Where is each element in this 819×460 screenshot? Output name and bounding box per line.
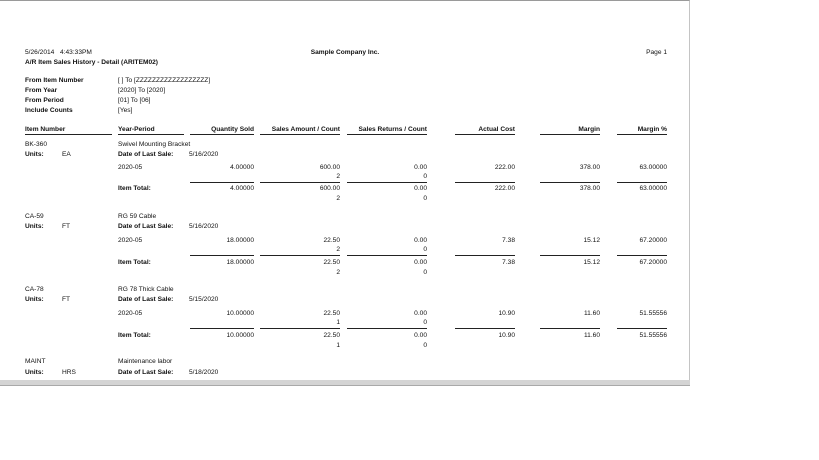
total-rule	[260, 182, 340, 183]
total-margin-pct: 67.20000	[639, 259, 667, 266]
page-number: Page 1	[646, 49, 667, 56]
total-margin: 15.12	[583, 259, 600, 266]
col-header-item-number: Item Number	[25, 126, 66, 133]
criteria-value: [Yes]	[118, 107, 133, 114]
company-name: Sample Company Inc.	[310, 49, 380, 56]
item-total-label: Item Total:	[118, 259, 151, 266]
units-label: Units:	[25, 369, 44, 376]
detail-sales: 600.00	[319, 164, 340, 171]
detail-qty: 18.00000	[226, 237, 254, 244]
total-rule	[617, 255, 667, 256]
detail-period: 2020-05	[118, 310, 143, 317]
col-underline	[347, 134, 427, 135]
col-header-actual-cost: Actual Cost	[478, 126, 515, 133]
last-sale-label: Date of Last Sale:	[118, 223, 174, 230]
detail-qty: 10.00000	[226, 310, 254, 317]
total-rule	[260, 328, 340, 329]
units-value: EA	[62, 151, 71, 158]
units-label: Units:	[25, 296, 44, 303]
total-margin: 378.00	[579, 185, 600, 192]
criteria-value: [01] To [06]	[118, 97, 151, 104]
col-underline	[617, 134, 667, 135]
printed-time: 4:43:33PM	[60, 49, 92, 56]
last-sale-date: 5/16/2020	[189, 223, 219, 230]
total-rule	[347, 255, 427, 256]
col-underline	[455, 134, 515, 135]
total-qty: 4.00000	[230, 185, 254, 192]
detail-cost: 7.38	[502, 237, 515, 244]
criteria-label: Include Counts	[25, 107, 73, 114]
total-qty: 10.00000	[226, 332, 254, 339]
detail-sales-count: 2	[336, 173, 340, 180]
total-rule	[190, 328, 254, 329]
units-value: FT	[62, 296, 71, 303]
total-qty: 18.00000	[226, 259, 254, 266]
units-value: FT	[62, 223, 71, 230]
col-underline	[118, 134, 184, 135]
total-rule	[540, 255, 600, 256]
total-rule	[455, 255, 515, 256]
total-margin-pct: 51.55556	[639, 332, 667, 339]
last-sale-date: 5/15/2020	[189, 296, 219, 303]
detail-sales-count: 2	[336, 246, 340, 253]
total-rule	[455, 328, 515, 329]
item-number: BK-360	[25, 141, 47, 148]
detail-margin: 378.00	[579, 164, 600, 171]
total-margin: 11.60	[583, 332, 600, 339]
item-number: CA-59	[25, 213, 44, 220]
last-sale-date: 5/16/2020	[189, 151, 219, 158]
item-total-label: Item Total:	[118, 332, 151, 339]
detail-returns-count: 0	[423, 319, 427, 326]
col-header-year-period: Year-Period	[118, 126, 155, 133]
total-sales: 22.50	[323, 259, 340, 266]
criteria-label: From Year	[25, 87, 58, 94]
detail-margin: 11.60	[583, 310, 600, 317]
item-number: CA-78	[25, 286, 44, 293]
units-label: Units:	[25, 223, 44, 230]
detail-returns: 0.00	[414, 310, 427, 317]
detail-sales: 22.50	[323, 237, 340, 244]
detail-period: 2020-05	[118, 237, 143, 244]
detail-cost: 10.90	[498, 310, 515, 317]
criteria-label: From Item Number	[25, 77, 84, 84]
total-rule	[617, 182, 667, 183]
detail-sales-count: 1	[336, 319, 340, 326]
total-cost: 10.90	[498, 332, 515, 339]
total-rule	[540, 182, 600, 183]
total-returns-count: 0	[423, 269, 427, 276]
detail-margin-pct: 67.20000	[639, 237, 667, 244]
col-header-margin-pct: Margin %	[637, 126, 667, 133]
last-sale-label: Date of Last Sale:	[118, 296, 174, 303]
item-total-label: Item Total:	[118, 185, 151, 192]
criteria-label: From Period	[25, 97, 64, 104]
item-description: Maintenance labor	[118, 358, 173, 365]
total-returns: 0.00	[414, 185, 427, 192]
total-sales-count: 1	[336, 342, 340, 349]
total-returns-count: 0	[423, 342, 427, 349]
total-returns: 0.00	[414, 332, 427, 339]
col-header-sales-amount: Sales Amount / Count	[271, 126, 340, 133]
total-returns-count: 0	[423, 195, 427, 202]
total-cost: 7.38	[502, 259, 515, 266]
col-underline	[540, 134, 600, 135]
col-underline	[25, 134, 112, 135]
detail-returns: 0.00	[414, 164, 427, 171]
col-underline	[260, 134, 340, 135]
item-description: RG 78 Thick Cable	[118, 286, 174, 293]
detail-margin-pct: 51.55556	[639, 310, 667, 317]
total-sales: 22.50	[323, 332, 340, 339]
total-rule	[260, 255, 340, 256]
total-rule	[190, 255, 254, 256]
detail-sales: 22.50	[323, 310, 340, 317]
total-returns: 0.00	[414, 259, 427, 266]
total-rule	[347, 328, 427, 329]
total-sales-count: 2	[336, 195, 340, 202]
units-value: HRS	[62, 369, 76, 376]
detail-returns-count: 0	[423, 246, 427, 253]
printed-date: 5/26/2014	[25, 49, 55, 56]
criteria-value: [ ] To [ZZZZZZZZZZZZZZZZZZ]	[118, 77, 211, 84]
col-underline	[190, 134, 254, 135]
item-description: Swivel Mounting Bracket	[118, 141, 191, 148]
detail-qty: 4.00000	[230, 164, 254, 171]
total-rule	[347, 182, 427, 183]
total-rule	[190, 182, 254, 183]
col-header-sales-returns: Sales Returns / Count	[358, 126, 427, 133]
total-margin-pct: 63.00000	[639, 185, 667, 192]
col-header-margin: Margin	[578, 126, 600, 133]
item-description: RG 59 Cable	[118, 213, 157, 220]
col-header-quantity-sold: Quantity Sold	[211, 126, 254, 133]
detail-returns-count: 0	[423, 173, 427, 180]
total-rule	[617, 328, 667, 329]
total-sales-count: 2	[336, 269, 340, 276]
detail-returns: 0.00	[414, 237, 427, 244]
total-cost: 222.00	[494, 185, 515, 192]
detail-margin: 15.12	[583, 237, 600, 244]
detail-period: 2020-05	[118, 164, 143, 171]
last-sale-date: 5/18/2020	[189, 369, 219, 376]
report-title: A/R Item Sales History - Detail (ARITEM02)	[25, 59, 159, 66]
last-sale-label: Date of Last Sale:	[118, 369, 174, 376]
detail-cost: 222.00	[494, 164, 515, 171]
page-bottom-edge	[0, 380, 690, 386]
total-rule	[540, 328, 600, 329]
total-rule	[455, 182, 515, 183]
units-label: Units:	[25, 151, 44, 158]
total-sales: 600.00	[319, 185, 340, 192]
criteria-value: [2020] To [2020]	[118, 87, 166, 94]
detail-margin-pct: 63.00000	[639, 164, 667, 171]
last-sale-label: Date of Last Sale:	[118, 151, 174, 158]
item-number: MAINT	[25, 358, 46, 365]
